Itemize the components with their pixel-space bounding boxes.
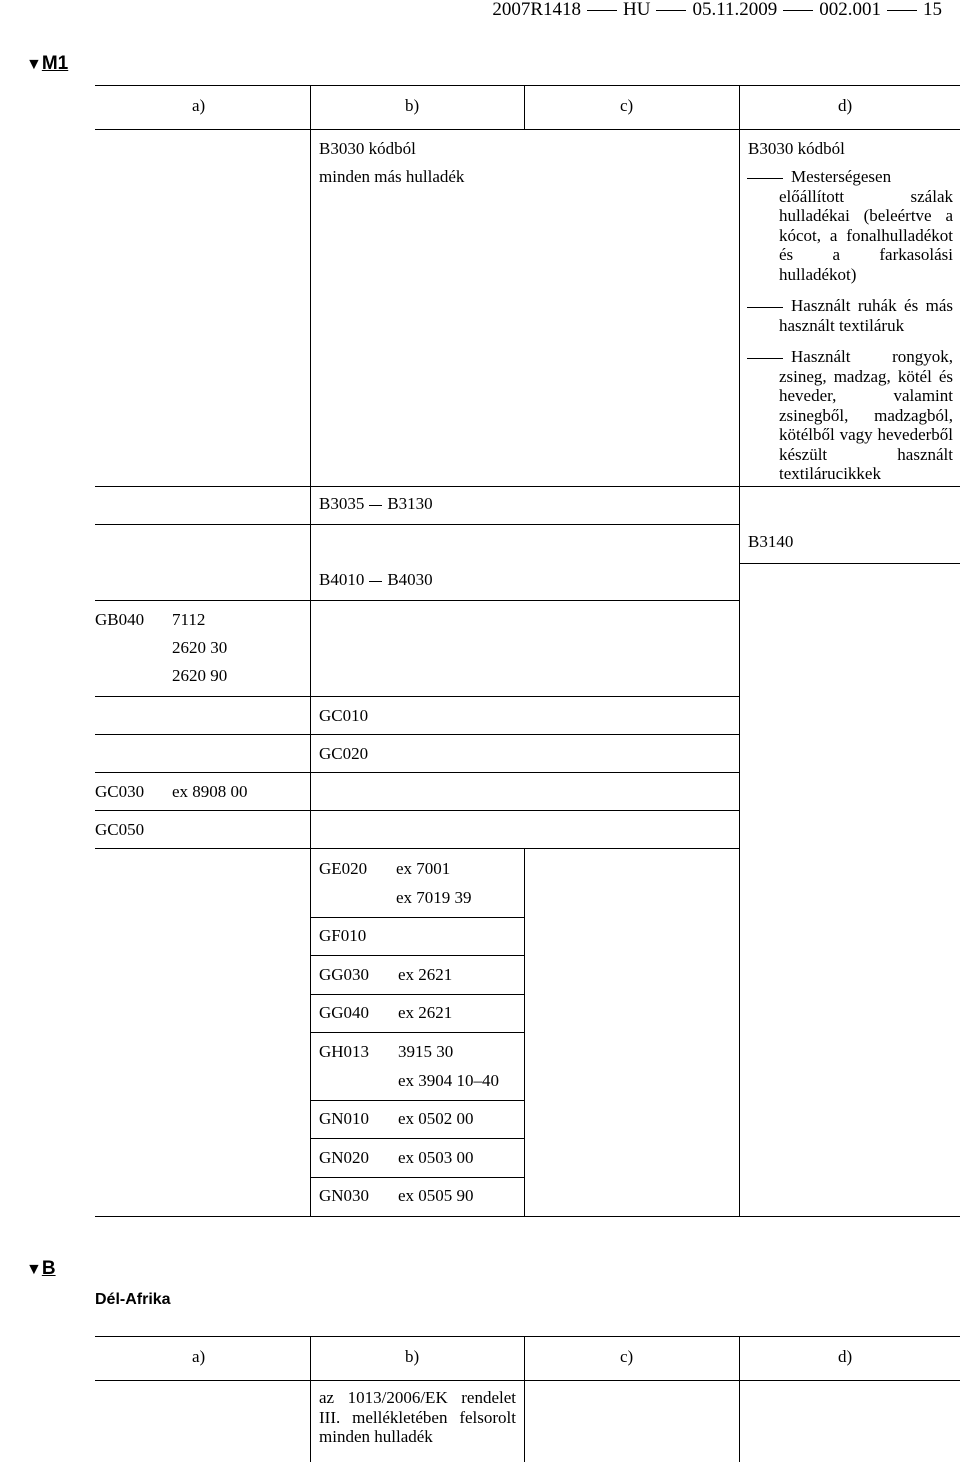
d-b3140: B3140 [748, 532, 794, 551]
list-item [779, 347, 953, 484]
gh013-code: GH013 [319, 1042, 370, 1061]
gg030-code: GG030 [319, 965, 370, 984]
amendment-marker-b [26, 1259, 56, 1280]
gn020-value: ex 0503 00 [398, 1148, 474, 1167]
running-header [492, 0, 942, 20]
ge020-value-1: ex 7001 [396, 859, 451, 878]
dash-icon [747, 178, 783, 179]
country-heading: Dél-Afrika [95, 1291, 171, 1308]
gb040-value-2: 2620 30 [172, 638, 228, 657]
gb040-value-1: 7112 [172, 610, 206, 629]
col-header-c: c) [620, 96, 634, 115]
col-header-a: a) [192, 96, 206, 115]
gc030-code: GC030 [95, 782, 145, 801]
col-header-d: d) [838, 96, 853, 115]
gg030-value: ex 2621 [398, 965, 453, 984]
b3030-other-waste: minden más hulladék [319, 167, 465, 186]
col-header-d: d) [838, 1347, 853, 1366]
dash-icon [747, 307, 783, 308]
list-item-text: Használt rongyok, zsineg, madzag, kötél és heveder, valamint zsinegből, madzagból, kötélből vagy hevederből készült használt textilárucikkek [779, 347, 953, 483]
gn020-code: GN020 [319, 1148, 370, 1167]
gf010-code: GF010 [319, 926, 367, 945]
d-item-list [779, 167, 953, 496]
range-to: B3130 [387, 494, 433, 513]
gh013-value-1: 3915 30 [398, 1042, 454, 1061]
doc-date: 05.11.2009 [692, 0, 778, 20]
gc050-code: GC050 [95, 820, 145, 839]
range-from: B3035 [319, 494, 365, 513]
range-b4010-b4030 [319, 570, 433, 590]
gc020-code: GC020 [319, 744, 369, 763]
col-header-b: b) [405, 96, 420, 115]
triangle-down-icon: ▼ [26, 1261, 42, 1278]
gg040-value: ex 2621 [398, 1003, 453, 1022]
gn010-code: GN010 [319, 1109, 370, 1128]
marker-label: M1 [41, 53, 69, 74]
table2-b-text: az 1013/2006/EK rendelet III. mellékletében felsorolt minden hulladék [319, 1388, 516, 1446]
ge020-code: GE020 [319, 859, 368, 878]
triangle-down-icon: ▼ [26, 56, 42, 73]
list-item-text: Használt ruhák és más használt textiláruk [779, 296, 953, 335]
gb040-code: GB040 [95, 610, 145, 629]
b3030-label: B3030 kódból [319, 139, 416, 158]
doc-version: 002.001 [819, 0, 881, 20]
range-from: B4010 [319, 570, 365, 589]
gc030-value: ex 8908 00 [172, 782, 248, 801]
gc010-code: GC010 [319, 706, 369, 725]
col-header-c: c) [620, 1347, 634, 1366]
range-b3035-b3130 [319, 494, 433, 514]
ge020-value-2: ex 7019 39 [396, 888, 472, 907]
col-header-a: a) [192, 1347, 206, 1366]
d-b3030-label: B3030 kódból [748, 139, 845, 158]
gb040-value-3: 2620 90 [172, 666, 228, 685]
doc-number: 2007R1418 [492, 0, 581, 20]
range-to: B4030 [387, 570, 433, 589]
gn030-value: ex 0505 90 [398, 1186, 474, 1205]
dash-icon [747, 358, 783, 359]
gg040-code: GG040 [319, 1003, 370, 1022]
list-item [779, 296, 953, 335]
page-number: 15 [923, 0, 942, 20]
gn010-value: ex 0502 00 [398, 1109, 474, 1128]
col-header-b: b) [405, 1347, 420, 1366]
list-item-text: Mesterségesen előállított szálak hulladékai (beleértve a kócot, a fonalhulladékot és a farkasolási hulladékot) [779, 167, 953, 284]
gh013-value-2: ex 3904 10–40 [398, 1071, 500, 1090]
doc-language: HU [623, 0, 651, 20]
marker-label: B [41, 1258, 56, 1279]
gn030-code: GN030 [319, 1186, 370, 1205]
amendment-marker-m1 [26, 54, 68, 75]
list-item [779, 167, 953, 284]
